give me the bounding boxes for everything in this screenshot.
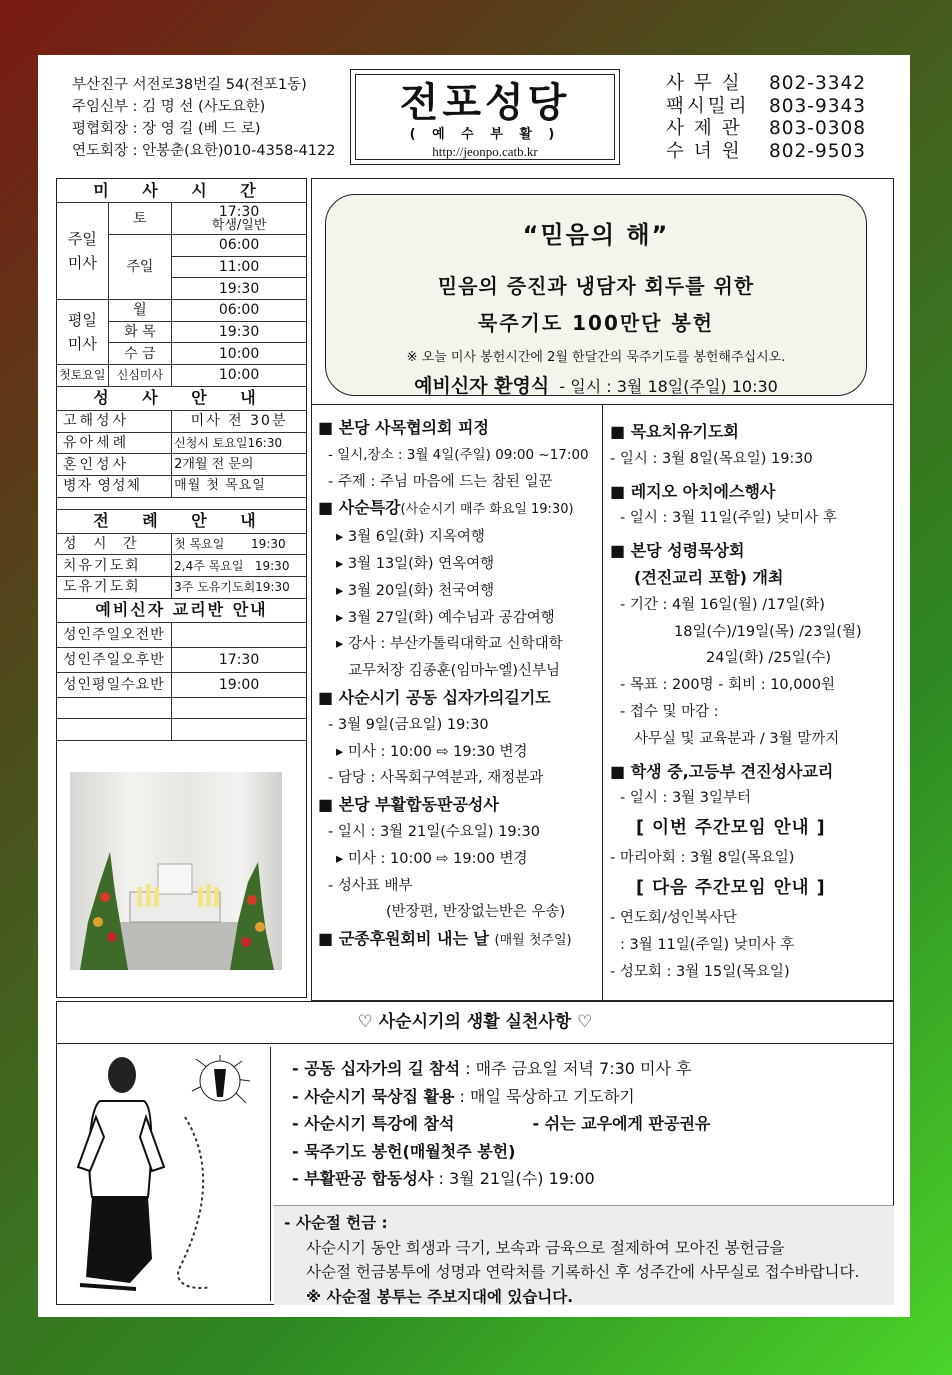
parish-url[interactable]: http://jeonpo.catb.kr [432, 144, 538, 159]
contact-row: 사무실 802-3342 [666, 73, 867, 94]
mass-title: 미 사 시 간 [57, 179, 307, 203]
faith-year-box [325, 194, 867, 396]
contact-list [666, 73, 866, 163]
announcements-left: ■ 본당 사목협의회 피정 - 일시,장소 : 3월 4일(주일) 09:00 ~17:00 - 주제 : 주님 마음에 드는 참된 일꾼 ■ 사순특강(사순시기 매주 화요일 19:30) ▸ 3월 6일(화) 지옥여행 ▸ 3월 13일(화) 연옥여행 ▸ 3월 20일(화) 천국여행 ▸ 3월 27일(화) 예수님과 공감여행 ▸ 강사 : 부산가톨릭대학교 신학대학 교무처장 김종훈(임마누엘)신부님 ■ 사순시기 공동 십자가의길기도 - 3월 9일(금요일) 19:30 ▸ 미사 : 10:00 ⇨ 19:30 변경 - 담당 : 사목회구역분과, 재정분과 ■ 본당 부활합동판공성사 - 일시 : 3월 21일(수요일) 19:30 ▸ 미사 : 10:00 ⇨ 19:00 변경 - 성사표 배부 (반장편, 반장없는반은 우송) ■ 군종후원회비 내는 날 (매월 첫주일) [318, 418, 589, 949]
address: 부산진구 서전로38번길 54(전포1동) [72, 77, 307, 93]
liturgy-title: 전 례 안 내 [57, 509, 307, 533]
sunday-mass-label: 주일 미사 [57, 203, 109, 300]
lent-practice-list [292, 1055, 710, 1193]
faith-title: “믿음의 해” [522, 221, 670, 249]
contact-row: 사제관 803-0308 [666, 118, 867, 139]
practice-item: - 사순시기 특강에 참석 - 쉬는 교우에게 판공권유 [292, 1114, 711, 1133]
faith-line1: 믿음의 증진과 냉담자 회두를 위한 [437, 274, 755, 298]
praying-figure [60, 1047, 271, 1301]
parish-subtitle: ( 예 수 부 활 ) [409, 127, 561, 142]
schedule-table: 미 사 시 간 주일 미사 토 17:30 학생/일반 주일 06:00 11:00 19:30 평일 미사 월 06:00 화 목 19:30 수 금 10:00 첫토요일 신심미사 10:00 성 사 안 내 고해성사 미사 전 30분 유아세례 신청시 토요일16:30 혼인성사 2개월 전 문의 병자 영성체 매월 첫 목요일 전 례 안 내 성 시 간 첫 목요일 19:30 치유기도회 2,4주 목요일 19:30 도유기도회 3주 도유기도회19:30 예비신자 교리반 안내 성인주일오전반 성인주일오후반 17:30 성인평일수요반 19:00 [56, 178, 307, 741]
header-info [72, 74, 335, 162]
contact-row: 수녀원 802-9503 [666, 140, 867, 162]
practice-item: - 공동 십자가의 길 참석 : 매주 금요일 저녁 7:30 미사 후 [292, 1059, 692, 1078]
announcements-right: ■ 목요치유기도회 - 일시 : 3월 8일(목요일) 19:30 ■ 레지오 아치에스행사 - 일시 : 3월 11일(주일) 낮미사 후 ■ 본당 성령묵상회 (견진교리 포함) 개최 - 기간 : 4월 16일(월) /17일(화) 18일(수)/19일(목) /23일(월) 24일(화) /25일(수) - 목표 : 200명 - 회비 : 10,000원 - 접수 및 마감 : 사무실 및 교육분과 / 3월 말까지 ■ 학생 중,고등부 견진성사교리 - 일시 : 3월 3일부터 [ 이번 주간모임 안내 ] - 마리아회 : 3월 8일(목요일) [ 다음 주간모임 안내 ] - 연도회/성인복사단 : 3월 11일(주일) 낮미사 후 - 성모회 : 3월 15일(목요일) [610, 422, 862, 980]
parish-title: 전포성당 [399, 79, 571, 126]
sacrament-title: 성 사 안 내 [57, 386, 307, 410]
bulletin-page [38, 55, 910, 1317]
catechumen-title: 예비신자 교리반 안내 [57, 598, 307, 622]
faith-note: ※ 오늘 미사 봉헌시간에 2월 한달간의 묵주기도를 봉헌해주십시오. [406, 350, 786, 365]
welcome-line: 예비신자 환영식 - 일시 : 3월 18일(주일) 10:30 [414, 375, 778, 397]
practice-item: - 사순시기 묵상집 활용 : 매일 묵상하고 기도하기 [292, 1086, 635, 1106]
pastor: 주임신부 : 김 명 선 (사도요한) [72, 99, 266, 115]
lent-title: ♡ 사순시기의 생활 실천사항 ♡ [56, 1001, 894, 1044]
offering-title: - 사순절 헌금 : [284, 1214, 388, 1232]
title-box [350, 69, 620, 165]
practice-item: - 묵주기도 봉헌(매월첫주 봉헌) [292, 1141, 516, 1161]
council-chair: 평협회장 : 장 영 길 (베 드 로) [72, 121, 261, 137]
faith-line2: 묵주기도 100만단 봉헌 [477, 311, 715, 335]
offering-text: 사순절 헌금봉투에 성명과 연락처를 기록하신 후 성주간에 사무실로 접수바랍니다. [306, 1263, 860, 1281]
practice-item: - 부활판공 합동성사 : 3월 21일(수) 19:00 [292, 1169, 595, 1188]
offering-text: 사순시기 동안 희생과 극기, 보속과 금육으로 절제하여 모아진 봉헌금을 [306, 1238, 785, 1257]
offering-note: ※ 사순절 봉투는 주보지대에 있습니다. [306, 1287, 574, 1306]
yeondo-chair: 연도회장 : 안봉춘(요한)010-4358-4122 [72, 143, 336, 159]
weekday-mass-label: 평일 미사 [57, 300, 109, 365]
offering-box [274, 1205, 894, 1305]
contact-row: 팩시밀리 803-9343 [666, 95, 867, 117]
